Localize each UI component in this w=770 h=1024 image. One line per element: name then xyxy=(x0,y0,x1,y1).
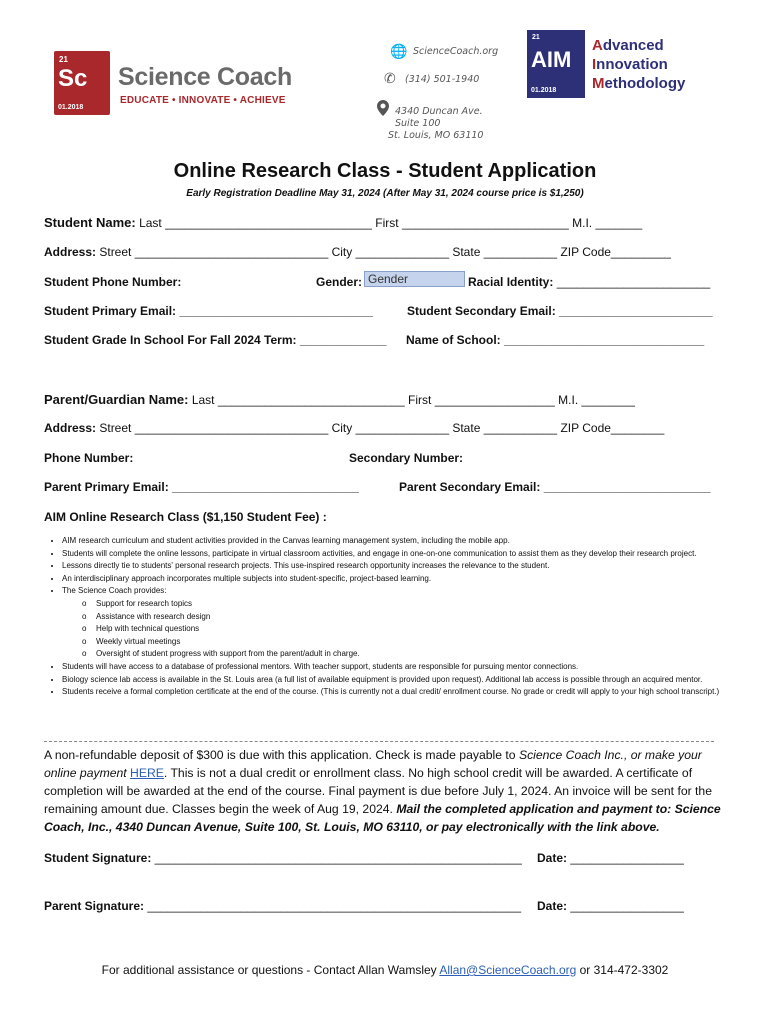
list-item: • The Science Coach provides: o Support for research topics o Assistance with research design o Help with technical questions o Weekly virtual meetings o Oversight of student progress with support from the parent/adult in charge. xyxy=(62,585,752,661)
aim-logo-tile xyxy=(527,30,585,98)
aim-word-methodology: Methodology xyxy=(592,75,686,92)
logo-tile-number: 21 xyxy=(59,55,68,64)
list-item: • Students receive a formal completion certificate at the end of the course. (This is currently not a dual credit/ enrollment course. No grade or credit will apply to your high school transcript.) xyxy=(62,686,752,699)
parent-secondary-email-field[interactable]: Parent Secondary Email: _________________________ xyxy=(399,480,711,494)
website-text: ScienceCoach.org xyxy=(413,46,499,57)
page-title: Online Research Class - Student Application xyxy=(173,160,597,182)
parent-primary-email-field[interactable]: Parent Primary Email: ____________________________ xyxy=(44,480,359,494)
parent-address-field[interactable]: Address: Street _____________________________ City ______________ State ___________ ZIP Code________ xyxy=(44,421,665,435)
student-date-field[interactable]: Date: _________________ xyxy=(537,851,684,865)
list-item: • An interdisciplinary approach incorporates multiple subjects into student-specific, project-based learning. xyxy=(62,573,752,586)
parent-date-field[interactable]: Date: _________________ xyxy=(537,899,684,913)
address-block xyxy=(388,106,484,142)
list-item: • Students will have access to a database of professional mentors. With teacher support, students are responsible for pursuing mentor connections. xyxy=(62,661,752,674)
list-item: o Support for research topics xyxy=(82,598,752,611)
list-item: • Biology science lab access is available in the St. Louis area (a full list of available equipment is provided upon request). Additional lab access is possible through an acquired mentor. xyxy=(62,674,752,687)
aim-word-innovation: Innovation xyxy=(592,56,668,73)
list-item: o Assistance with research design xyxy=(82,611,752,624)
list-item: o Oversight of student progress with support from the parent/adult in charge. xyxy=(82,648,752,661)
science-coach-logo-tile xyxy=(54,51,110,115)
parent-secondary-number-label: Secondary Number: xyxy=(349,451,464,465)
student-address-field[interactable]: Address: Street _____________________________ City ______________ State ___________ ZIP Code_________ xyxy=(44,245,671,259)
racial-identity-field[interactable]: Racial Identity: _______________________ xyxy=(468,275,711,289)
list-item: • AIM research curriculum and student activities provided in the Canvas learning management system, including the mobile app. xyxy=(62,535,752,548)
student-phone-label: Student Phone Number: xyxy=(44,275,182,289)
student-grade-field[interactable]: Student Grade In School For Fall 2024 Term: _____________ xyxy=(44,333,387,347)
list-item: o Weekly virtual meetings xyxy=(82,636,752,649)
list-item: • Lessons directly tie to students' personal research projects. This use-inspired research opportunity increases the relevance to the student. xyxy=(62,560,752,573)
science-coach-name: Science Coach xyxy=(118,63,292,91)
parent-phone-label: Phone Number: xyxy=(44,451,134,465)
gender-select[interactable]: Gender xyxy=(364,271,465,287)
student-signature-field[interactable]: Student Signature: _______________________________________________________ xyxy=(44,851,522,865)
payment-link[interactable]: HERE xyxy=(130,766,164,780)
location-pin-icon xyxy=(377,100,389,121)
logo-tile-date: 01.2018 xyxy=(58,104,84,111)
list-item: • Students will complete the online lessons, participate in virtual classroom activities, and engage in one-on-one communication to assist them as they develop their research project. xyxy=(62,548,752,561)
divider xyxy=(44,741,714,742)
aim-word-advanced: Advanced xyxy=(592,37,664,54)
address-line-2: Suite 100 xyxy=(395,118,441,129)
aim-tile-date: 01.2018 xyxy=(531,87,557,94)
student-name-field[interactable]: Student Name: Last _______________________________ First _________________________ M.I. _______ xyxy=(44,215,643,230)
list-item: o Help with technical questions xyxy=(82,623,752,636)
student-primary-email-field[interactable]: Student Primary Email: _____________________________ xyxy=(44,304,373,318)
aim-tile-symbol: AIM xyxy=(531,47,572,72)
logo-tile-symbol: Sc xyxy=(58,65,88,92)
contact-footer: For additional assistance or questions - Contact Allan Wamsley Allan@ScienceCoach.org or 314-472-3302 xyxy=(101,963,669,977)
payment-paragraph: A non-refundable deposit of $300 is due with this application. Check is made payable to Science Coach Inc., or make your online payment HERE. This is not a dual credit or enrollment class. No high school credit will be awarded. A certificate of completion will be awarded at the end of the course. Final payment is due before July 1, 2024. An invoice will be sent for the remaining amount due. Classes begin the week of Aug 19, 2024. Mail the completed application and payment to: Science Coach, Inc., 4340 Duncan Avenue, Suite 100, St. Louis, MO 63110, or pay electronically with the link above. xyxy=(44,748,721,834)
contact-email-link[interactable]: Allan@ScienceCoach.org xyxy=(439,963,577,977)
globe-icon: 🌐 xyxy=(390,43,408,59)
course-heading: AIM Online Research Class ($1,150 Student Fee) : xyxy=(44,510,327,524)
gender-label: Gender: xyxy=(316,275,363,289)
phone-text: (314) 501-1940 xyxy=(405,74,480,85)
address-line-3: St. Louis, MO 63110 xyxy=(388,130,484,141)
parent-signature-field[interactable]: Parent Signature: ________________________________________________________ xyxy=(44,899,522,913)
phone-icon: ✆ xyxy=(384,70,396,86)
student-secondary-email-field[interactable]: Student Secondary Email: _______________________ xyxy=(407,304,713,318)
science-coach-provides-list xyxy=(62,598,752,661)
aim-tile-number: 21 xyxy=(532,34,540,41)
address-line-1: 4340 Duncan Ave. xyxy=(395,106,483,117)
course-bullet-list xyxy=(44,535,752,699)
science-coach-tagline: EDUCATE • INNOVATE • ACHIEVE xyxy=(120,95,286,106)
parent-name-field[interactable]: Parent/Guardian Name: Last ____________________________ First __________________ M.I. ________ xyxy=(44,392,635,407)
deadline-subtitle: Early Registration Deadline May 31, 2024 (After May 31, 2024 course price is $1,250) xyxy=(186,188,584,199)
school-name-field[interactable]: Name of School: ______________________________ xyxy=(406,333,705,347)
